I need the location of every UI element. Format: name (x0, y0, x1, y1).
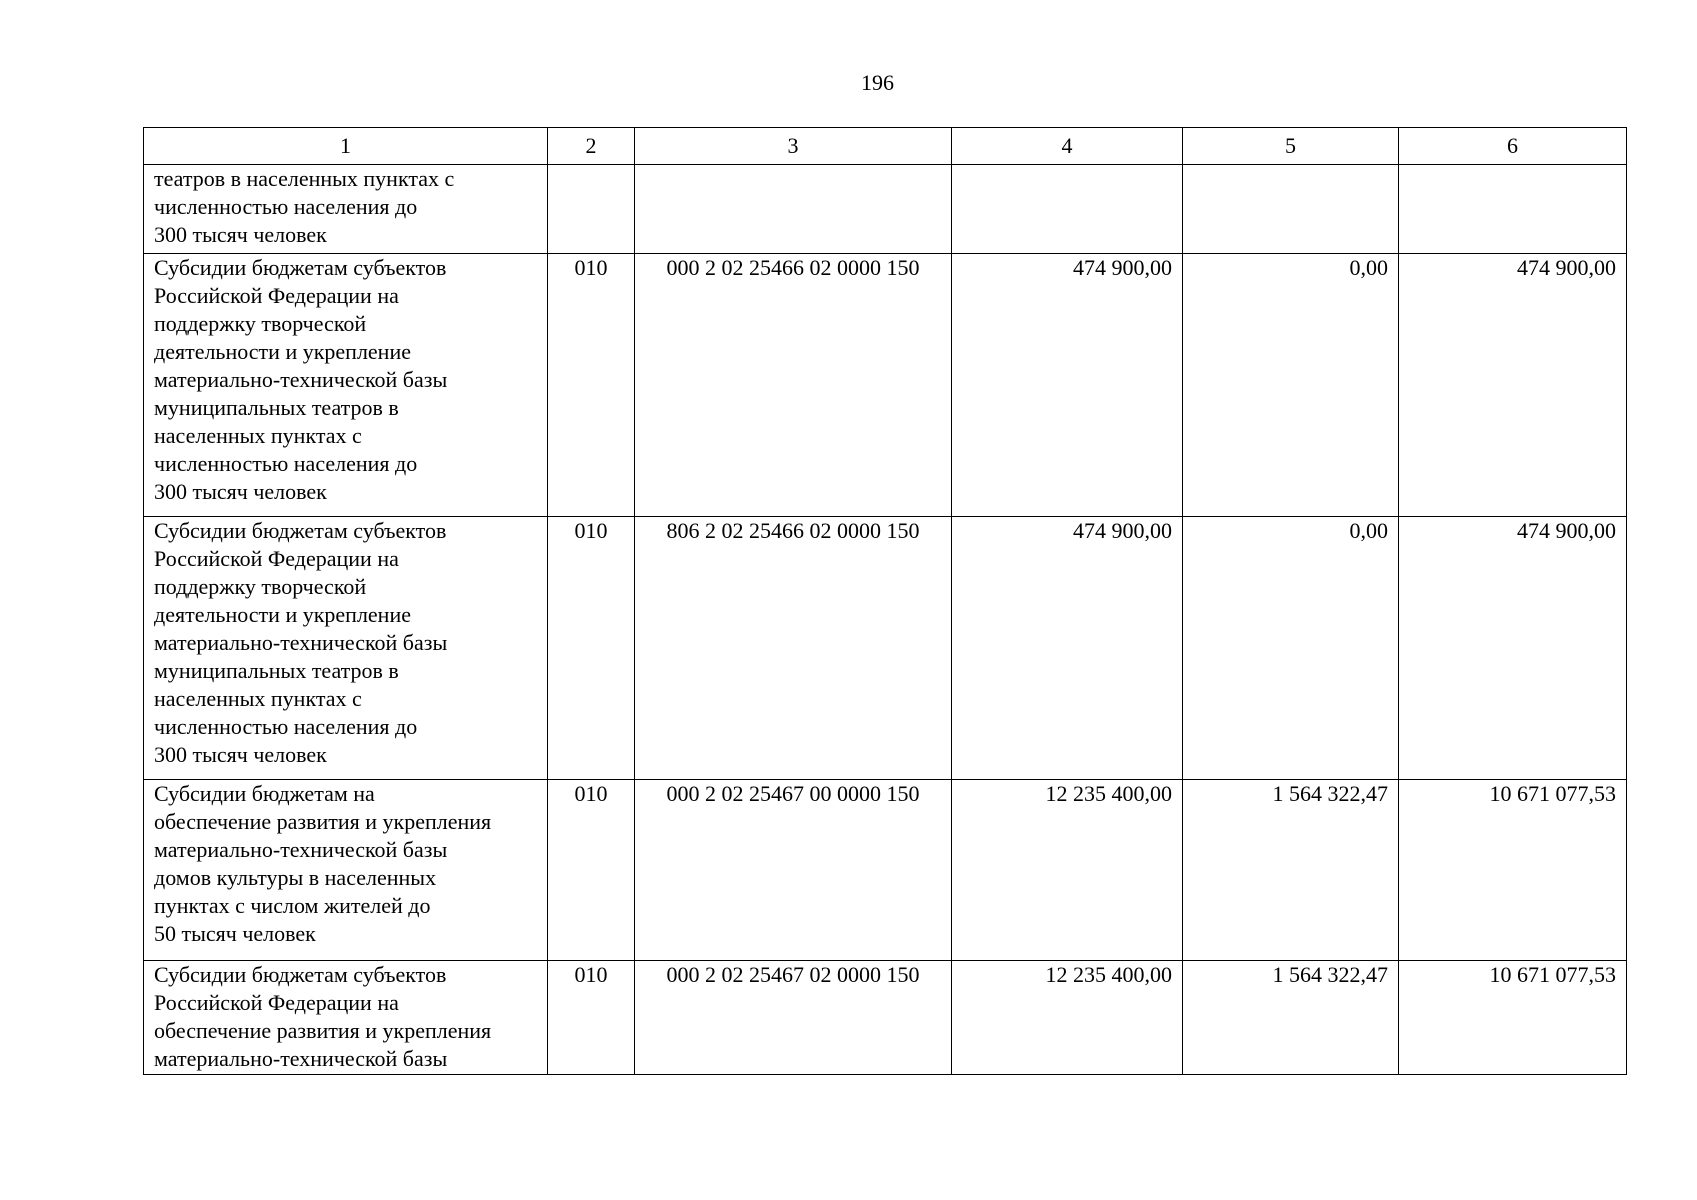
row-rest: 10 671 077,53 (1399, 961, 1627, 1075)
column-header-5: 5 (1183, 128, 1399, 165)
table-row (144, 961, 1627, 1075)
row-kbk (635, 165, 952, 254)
row-fact: 0,00 (1183, 517, 1399, 780)
column-header-1: 1 (144, 128, 548, 165)
table-row (144, 254, 1627, 517)
table-header-row (144, 128, 1627, 165)
row-fact (1183, 165, 1399, 254)
row-rest (1399, 165, 1627, 254)
row-rest: 10 671 077,53 (1399, 780, 1627, 961)
row-fact: 0,00 (1183, 254, 1399, 517)
page-number: 196 (861, 70, 894, 95)
row-name: театров в населенных пунктах с численностью населения до 300 тысяч человек (144, 165, 548, 254)
row-plan: 474 900,00 (952, 254, 1183, 517)
column-header-4: 4 (952, 128, 1183, 165)
row-kbk: 000 2 02 25467 00 0000 150 (635, 780, 952, 961)
row-kbk: 000 2 02 25466 02 0000 150 (635, 254, 952, 517)
row-name: Субсидии бюджетам субъектов Российской Федерации на поддержку творческой деятельности и укрепление материально-технической базы муниципальных театров в населенных пунктах с численностью населения до 300 тысяч человек (144, 254, 548, 517)
row-plan (952, 165, 1183, 254)
column-header-6: 6 (1399, 128, 1627, 165)
row-kbk: 000 2 02 25467 02 0000 150 (635, 961, 952, 1075)
row-plan: 474 900,00 (952, 517, 1183, 780)
budget-table (143, 127, 1627, 1075)
column-header-2: 2 (548, 128, 635, 165)
column-header-3: 3 (635, 128, 952, 165)
row-plan: 12 235 400,00 (952, 961, 1183, 1075)
row-rest: 474 900,00 (1399, 254, 1627, 517)
row-code: 010 (548, 254, 635, 517)
row-code: 010 (548, 517, 635, 780)
row-code (548, 165, 635, 254)
row-kbk: 806 2 02 25466 02 0000 150 (635, 517, 952, 780)
row-code: 010 (548, 780, 635, 961)
row-name: Субсидии бюджетам на обеспечение развития и укрепления материально-технической базы домов культуры в населенных пунктах с числом жителей до 50 тысяч человек (144, 780, 548, 961)
row-rest: 474 900,00 (1399, 517, 1627, 780)
row-plan: 12 235 400,00 (952, 780, 1183, 961)
row-name: Субсидии бюджетам субъектов Российской Федерации на обеспечение развития и укрепления материально-технической базы (144, 961, 548, 1075)
table-row (144, 517, 1627, 780)
row-fact: 1 564 322,47 (1183, 961, 1399, 1075)
row-fact: 1 564 322,47 (1183, 780, 1399, 961)
table-row (144, 780, 1627, 961)
row-name: Субсидии бюджетам субъектов Российской Федерации на поддержку творческой деятельности и укрепление материально-технической базы муниципальных театров в населенных пунктах с численностью населения до 300 тысяч человек (144, 517, 548, 780)
row-code: 010 (548, 961, 635, 1075)
table-row (144, 165, 1627, 254)
